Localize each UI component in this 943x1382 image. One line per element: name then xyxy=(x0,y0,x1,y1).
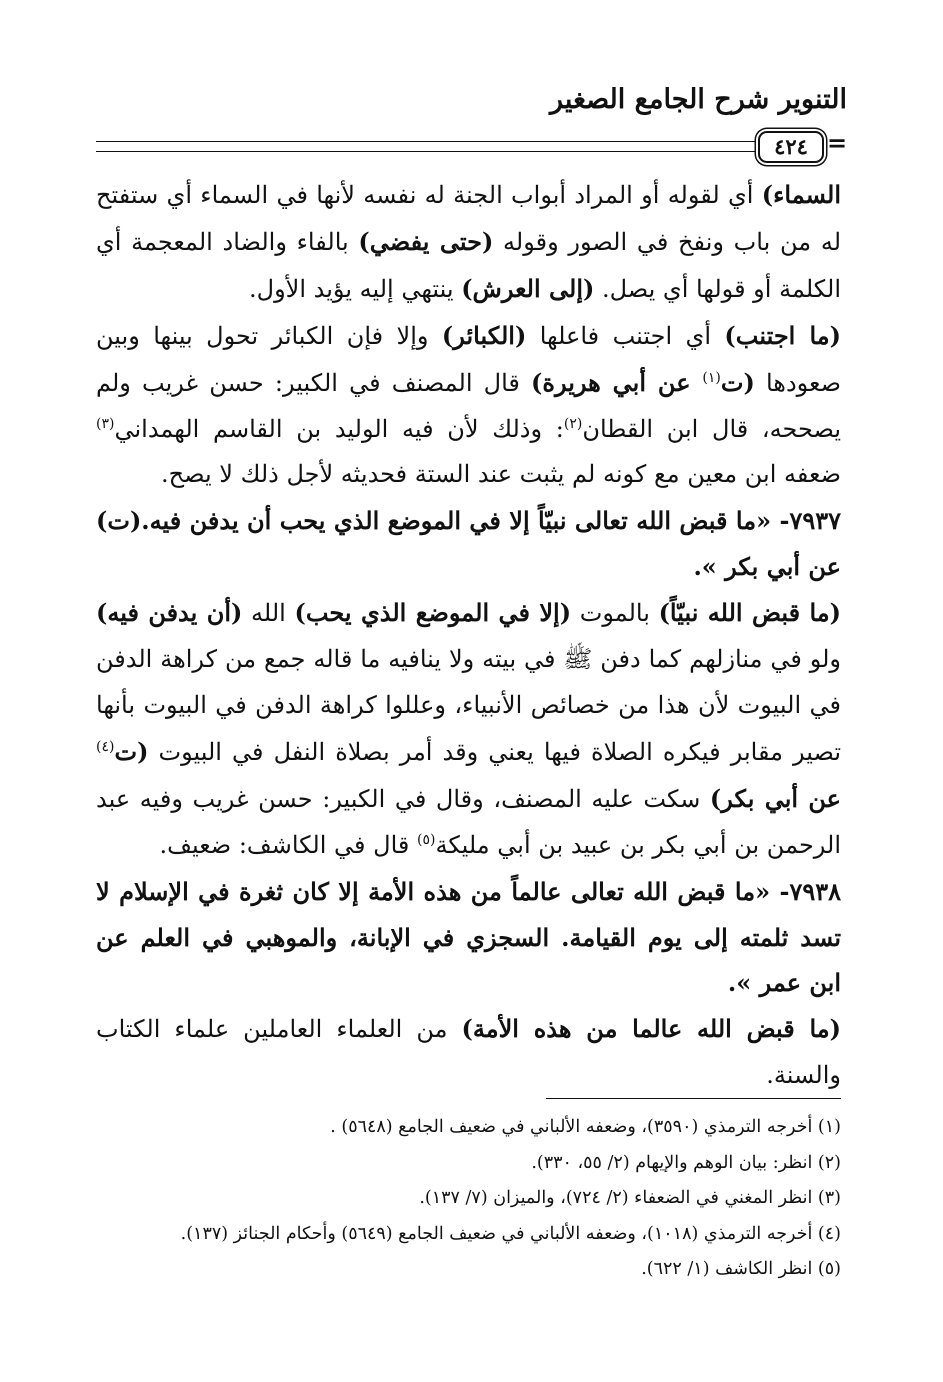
commentary-text: الله xyxy=(242,599,295,628)
footnote-3: (٣) انظر المغني في الضعفاء (٢/ ٧٢٤)، والميزان (٧/ ١٣٧). xyxy=(419,1188,841,1208)
footnote-5: (٥) انظر الكاشف (١/ ٦٢٢). xyxy=(641,1259,841,1279)
commentary-text: سكت عليه المصنف، وقال في الكبير: حسن غريب وفيه عبد الرحمن بن أبي بكر بن عبيد بن أبي مليكة xyxy=(96,784,841,859)
footnote-ref[interactable]: (٣) xyxy=(96,415,115,432)
commentary-text: قال في الكاشف: ضعيف. xyxy=(159,830,417,859)
commentary-text: بالموت xyxy=(571,599,659,628)
header-rule-top xyxy=(96,141,756,142)
term: السماء) xyxy=(761,180,841,209)
term: (إلى العرش) xyxy=(461,273,595,303)
term: (ما قبض الله نبيّاً) xyxy=(658,598,841,628)
main-text xyxy=(96,172,841,1099)
term: (حتى يفضي) xyxy=(358,226,494,256)
paragraph-1 xyxy=(96,172,841,313)
commentary-text: أي لقوله أو المراد أبواب الجنة له نفسه لأنها في السماء أي ستفتح له من باب ونفخ في الصور وقوله xyxy=(96,181,842,256)
commentary-text: أي اجتنب فاعلها xyxy=(526,321,725,350)
footnote-ref[interactable]: (١) xyxy=(702,369,721,386)
commentary-text: ينتهي إليه يؤيد الأول. xyxy=(249,274,462,303)
header-ornament: = xyxy=(827,128,848,157)
footnote-2: (٢) انظر: بيان الوهم والإيهام (٢/ ٥٥، ٣٣٠). xyxy=(531,1152,841,1173)
footnote-ref[interactable]: (٢) xyxy=(563,415,583,432)
term: (الكبائر) xyxy=(441,320,527,350)
term: (إلا في الموضع الذي يحب) xyxy=(294,598,572,628)
footnote-separator xyxy=(546,1098,841,1099)
term: (ما اجتنب) xyxy=(724,320,841,350)
footnote-4: (٤) أخرجه الترمذي (١٠١٨)، وضعفه الألباني في ضعيف الجامع (٥٦٤٩) وأحكام الجنائز (١٣٧). xyxy=(180,1223,841,1244)
commentary-text: ضعفه ابن معين مع كونه لم يثبت عند الستة فحديثه لأجل ذلك لا يصح. xyxy=(161,460,841,489)
paragraph-3 xyxy=(96,590,841,868)
commentary-text: بالفاء والضاد المعجمة أي الكلمة أو قولها أي يصل. xyxy=(96,227,841,303)
commentary-text: : وذلك لأن فيه الوليد بن القاسم الهمداني xyxy=(114,414,564,443)
hadith-7937: ٧٩٣٧- «ما قبض الله تعالى نبيّاً إلا في الموضع الذي يحب أن يدفن فيه.(ت) عن أبي بكر ». xyxy=(96,506,841,582)
footnote-1: (١) أخرجه الترمذي (٣٥٩٠)، وضعفه الألباني في ضعيف الجامع (٥٦٤٨) . xyxy=(330,1117,841,1137)
footnote-ref[interactable]: (٤) xyxy=(96,738,115,755)
term: (ت xyxy=(720,367,755,397)
paragraph-2 xyxy=(96,313,841,499)
hadith-7938: ٧٩٣٨- «ما قبض الله تعالى عالماً من هذه الأمة إلا كان ثغرة في الإسلام لا تسد ثلمته إلى يوم القيامة. السجزي في الإبانة، والموهبي في العلم عن ابن عمر ». xyxy=(96,876,841,998)
commentary-text: وإلا فإن الكبائر تحول بينها وبين صعودها xyxy=(96,321,841,397)
term: (ما قبض الله عالما من هذه الأمة) xyxy=(461,1014,841,1044)
term: (أن يدفن فيه) xyxy=(96,598,243,628)
term: عن أبي هريرة) xyxy=(531,367,703,397)
footnote-ref[interactable]: (٥) xyxy=(417,831,436,848)
header-rule-bottom xyxy=(96,151,756,152)
footnotes xyxy=(96,1110,841,1288)
commentary-text: قال المصنف في الكبير: حسن غريب ولم يصححه، قال ابن القطان xyxy=(96,368,842,443)
commentary-text: ولو في منازلهم كما دفن ﷺ في بيته ولا ينافيه ما قاله جمع من كراهة الدفن في البيوت لأن هذا من خصائص الأنبياء، وعللوا كراهة الدفن في البيوت بأنها تصير مقابر فيكره الصلاة فيها يعني وقد أمر بصلاة النفل في البيوت xyxy=(96,645,841,766)
term: عن أبي بكر) xyxy=(709,783,841,813)
term: (ت xyxy=(114,736,149,766)
commentary-text: من العلماء العاملين علماء الكتاب والسنة. xyxy=(96,1015,841,1090)
page-number-badge: ٤٢٤ xyxy=(758,131,824,163)
paragraph-4 xyxy=(96,1006,841,1099)
running-title: التنوير شرح الجامع الصغير xyxy=(550,84,847,115)
